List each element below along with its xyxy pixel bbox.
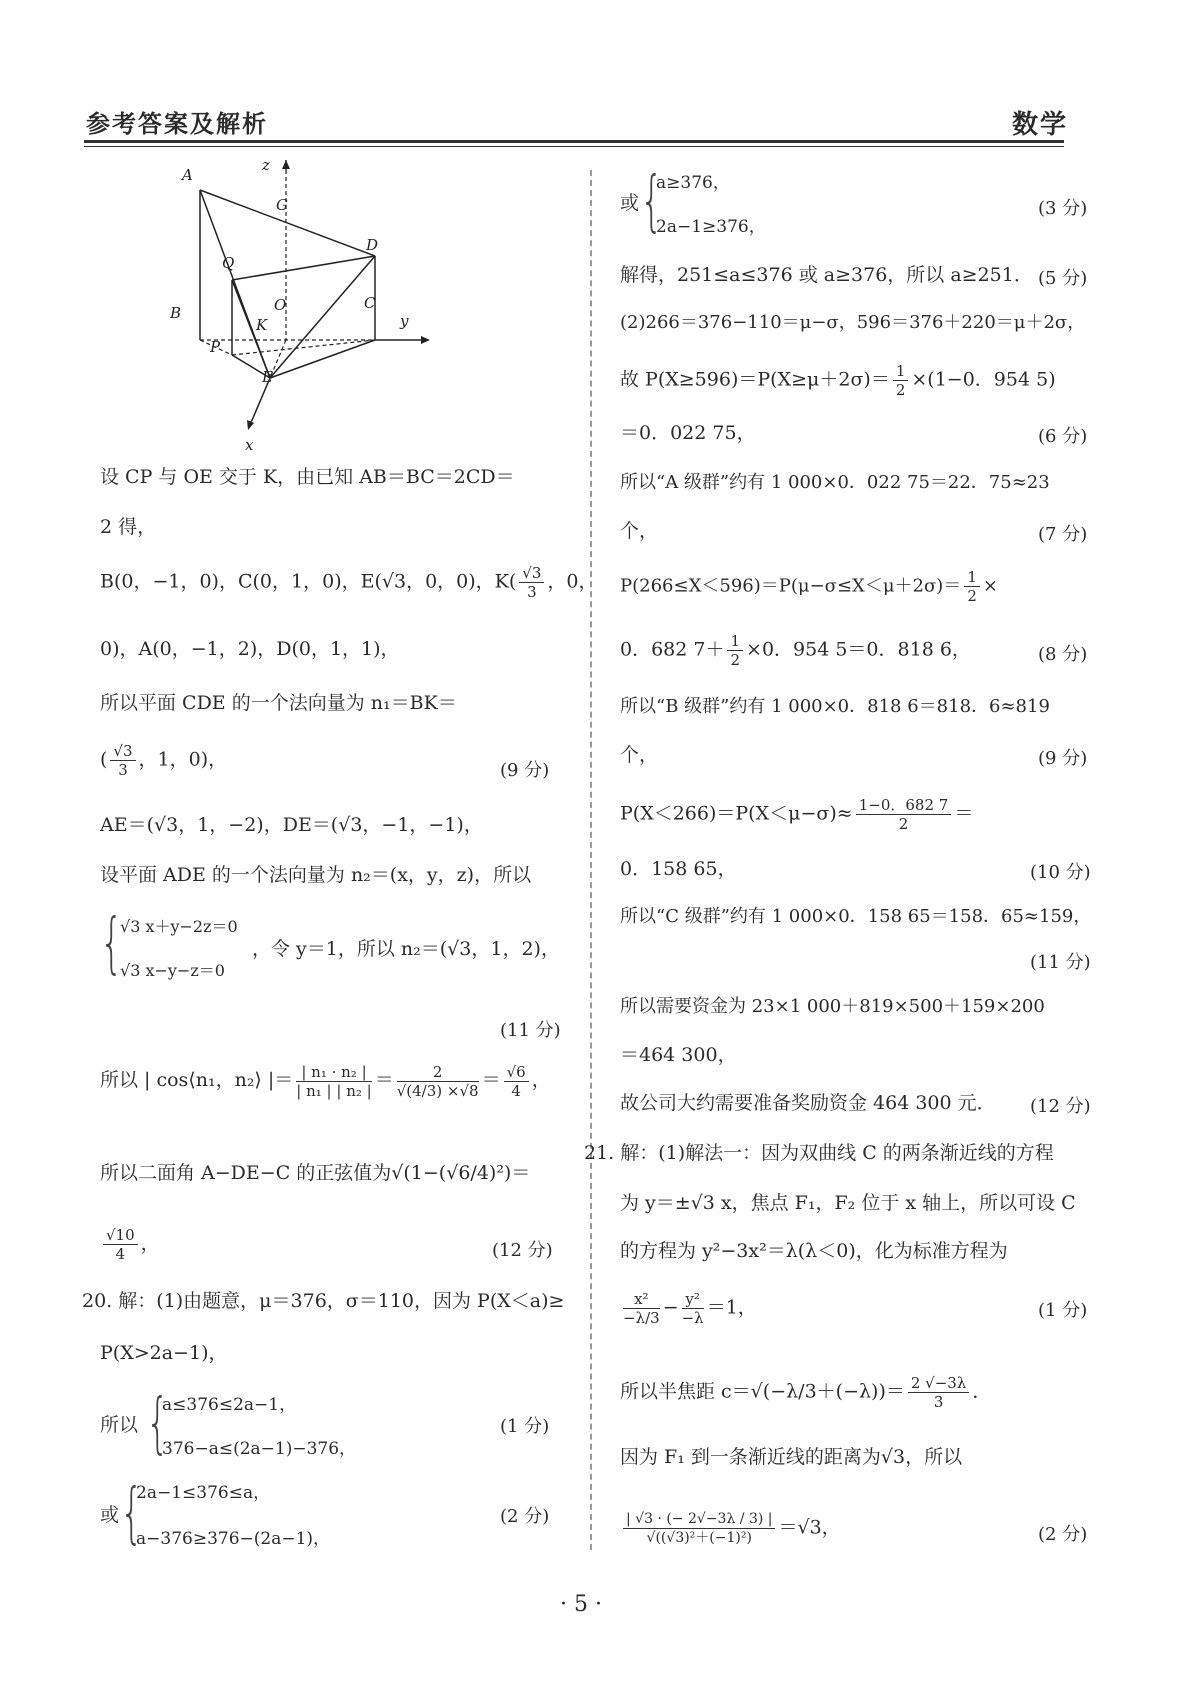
column-divider	[590, 170, 592, 1550]
left-line-11: 所以二面角 A−DE−C 的正弦值为√(1−(√6/4)²)＝	[100, 1162, 531, 1184]
score-label: (12 分)	[492, 1240, 553, 1261]
label-Q: Q	[222, 254, 235, 272]
label-P: P	[210, 338, 221, 356]
right-line-17: 故公司大约需要准备奖励资金 464 300 元．	[620, 1092, 996, 1114]
problem-21-line-5: 所以半焦距 c＝√(−λ/3＋(−λ))＝ $\frac{2 √-3\lambda}{3}$ ．	[620, 1374, 992, 1411]
score-label: (5 分)	[1038, 268, 1088, 289]
label-A: A	[182, 166, 193, 184]
brace: {	[640, 162, 664, 239]
brace: {	[100, 904, 124, 981]
score-label: (11 分)	[500, 1020, 561, 1041]
right-line-14: 所以“C 级群”约有 1 000×0．158 65＝158．65≈159，	[620, 906, 1092, 927]
problem-21-line-1: 21. 解：(1)解法一：因为双曲线 C 的两条渐近线的方程	[584, 1142, 1054, 1164]
label-D: D	[366, 236, 379, 254]
right-line-3: (2)266＝376−110＝μ−σ，596＝376＋220＝μ＋2σ，	[620, 312, 1086, 333]
left-line-10: 所以 | cos⟨n₁，n₂⟩ |＝ $\frac{\text{| n₁ · n₂ |}}{\text{| n₁ | | n₂ |}}$ ＝ $\frac{2}{√(4/3) \times√8}$ ＝ $\frac{√6}{4}$ ，	[100, 1062, 551, 1100]
brace: {	[146, 1384, 170, 1461]
system-eq-2: a−376≥376−(2a−1)，	[136, 1529, 331, 1549]
fraction: $\frac{√3}{3}$	[519, 564, 544, 601]
right-line-13: 0．158 65，	[620, 858, 737, 880]
left-line-8: 设平面 ADE 的一个法向量为 n₂＝(x，y，z)，所以	[100, 864, 532, 886]
score-label: (8 分)	[1038, 644, 1088, 665]
left-line-7: AE＝(√3，1，−2)，DE＝(√3，−1，−1)，	[100, 814, 483, 836]
label-C: C	[364, 294, 376, 312]
right-line-2: 解得，251≤a≤376 或 a≥376，所以 a≥251．	[620, 264, 1033, 286]
score-label: (2 分)	[500, 1506, 550, 1527]
score-label: (3 分)	[1038, 198, 1088, 219]
problem-21-line-4: $\frac{\text{x²}}{-\lambda/3}$ − $\frac{\text{y²}}{-\lambda}$ ＝1，	[623, 1290, 757, 1327]
problem-20-so: 所以	[100, 1414, 139, 1436]
right-line-5: ＝0．022 75，	[620, 422, 756, 444]
score-label: (7 分)	[1038, 524, 1088, 545]
right-line-9: 0．682 7＋ $\frac{1}{2}$ ×0．954 5＝0．818 6，	[620, 632, 971, 669]
left-line-9: ，令 y＝1，所以 n₂＝(√3，1，2)，	[252, 938, 560, 960]
system-eq-2: 2a−1≥376，	[656, 217, 766, 237]
system-eq-2: √3 x−y−z＝0	[120, 961, 225, 980]
score-label: (9 分)	[500, 760, 550, 781]
system-eq-1: a≤376≤2a−1，	[162, 1395, 297, 1415]
system-eq-1: √3 x＋y−2z＝0	[120, 917, 238, 936]
left-line-12: $\frac{√10}{4}$ ，	[100, 1226, 160, 1263]
label-K: K	[256, 316, 268, 334]
right-line-4: 故 P(X≥596)＝P(X≥μ＋2σ)＝ $\frac{1}{2}$ ×(1−0．954 5)	[620, 362, 1056, 399]
left-line-1: 设 CP 与 OE 交于 K，由已知 AB＝BC＝2CD＝	[100, 466, 515, 488]
left-line-4: 0)，A(0，−1，2)，D(0，1，1)，	[100, 638, 400, 660]
header-rule	[84, 140, 1064, 143]
left-line-5: 所以平面 CDE 的一个法向量为 n₁＝BK＝	[100, 692, 457, 714]
problem-21-line-6: 因为 F₁ 到一条渐近线的距离为√3，所以	[620, 1446, 963, 1468]
label-x: x	[245, 436, 254, 454]
geometry-figure	[170, 160, 470, 460]
problem-20-or: 或	[100, 1504, 120, 1526]
page-number: · 5 ·	[560, 1592, 602, 1617]
score-label: (2 分)	[1038, 1524, 1088, 1545]
label-y: y	[400, 312, 409, 330]
label-E: E	[262, 368, 273, 386]
label-z: z	[262, 160, 270, 174]
right-line-15: 所以需要资金为 23×1 000＋819×500＋159×200	[620, 996, 1045, 1017]
label-O: O	[274, 296, 287, 314]
right-line-6: 所以“A 级群”约有 1 000×0．022 75＝22．75≈23	[620, 472, 1050, 493]
problem-20-line-1: 20. 解：(1)由题意，μ＝376，σ＝110，因为 P(X＜a)≥	[82, 1290, 565, 1312]
left-line-3: B(0，−1，0)，C(0，1，0)，E(√3，0，0)，K( $\frac{√3}{3}$ ，0，	[100, 564, 598, 601]
right-line-7: 个，	[620, 520, 659, 542]
label-B: B	[170, 304, 182, 322]
header-rule-thin	[84, 146, 1064, 147]
system-eq-2: 376−a≤(2a−1)−376，	[162, 1439, 357, 1459]
label-G: G	[276, 196, 288, 214]
right-line-16: ＝464 300，	[620, 1044, 737, 1066]
right-line-8: P(266≤X＜596)＝P(μ−σ≤X＜μ＋2σ)＝ $\frac{1}{2}$ ×	[620, 568, 998, 605]
right-line-12: P(X＜266)＝P(X＜μ−σ)≈ $\frac{1-0.682 7}{2}$ ＝	[620, 796, 974, 833]
score-label: (10 分)	[1030, 862, 1091, 883]
problem-20-line-2: P(X>2a−1)，	[100, 1342, 228, 1364]
right-line-11: 个，	[620, 744, 659, 766]
right-or: 或	[620, 192, 640, 214]
problem-21-line-7: $\frac{| √3 \cdot (- 2√-3\lambda / 3) |}{\text{√((√3)²＋(−1)²)}}$ ＝√3，	[620, 1510, 841, 1547]
system-eq-1: 2a−1≤376≤a，	[136, 1483, 271, 1503]
score-label: (11 分)	[1030, 952, 1091, 973]
score-label: (12 分)	[1030, 1096, 1091, 1117]
left-line-2: 2 得，	[100, 516, 157, 538]
problem-21-line-2: 为 y＝±√3 x，焦点 F₁，F₂ 位于 x 轴上，所以可设 C	[620, 1192, 1076, 1214]
score-label: (9 分)	[1038, 748, 1088, 769]
brace: {	[120, 1474, 144, 1551]
header-subject: 数学	[1012, 110, 1069, 140]
score-label: (1 分)	[500, 1416, 550, 1437]
problem-21-line-3: 的方程为 y²−3x²＝λ(λ＜0)，化为标准方程为	[620, 1240, 1008, 1262]
score-label: (1 分)	[1038, 1300, 1088, 1321]
right-line-10: 所以“B 级群”约有 1 000×0．818 6＝818．6≈819	[620, 696, 1050, 717]
left-line-6: ( $\frac{√3}{3}$ ，1，0)，	[100, 742, 228, 779]
system-eq-1: a≥376，	[656, 173, 730, 193]
score-label: (6 分)	[1038, 426, 1088, 447]
header-left-title: 参考答案及解析	[86, 109, 268, 138]
